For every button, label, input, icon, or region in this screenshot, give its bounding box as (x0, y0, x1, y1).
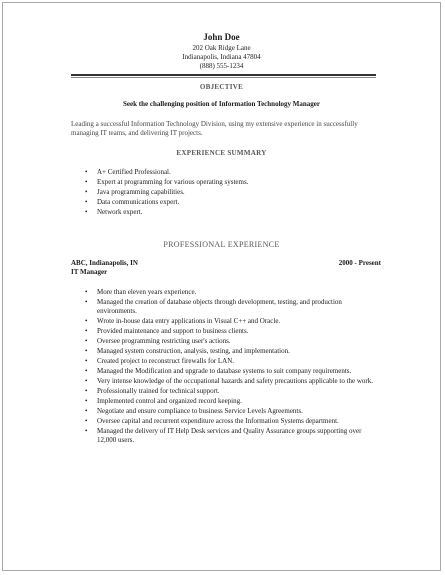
list-item: • Implemented control and organized record keeping. (85, 397, 375, 406)
list-item: • Data communications expert. (85, 198, 385, 208)
list-item: • Managed system construction, analysis, testing, and implementation. (85, 347, 375, 356)
address-city: Indianapolis, Indiana 47804 (182, 53, 261, 61)
list-item: • Professionally trained for technical support. (85, 387, 375, 396)
company-location: ABC, Indianapolis, IN (71, 259, 138, 267)
address-street: 202 Oak Ridge Lane (192, 44, 251, 52)
objective-heading: OBJECTIVE (199, 83, 244, 91)
list-item: • A+ Certified Professional. (85, 168, 385, 178)
job-title: IT Manager (71, 268, 108, 276)
header-divider-thick (71, 74, 376, 76)
job-duties-list (85, 288, 375, 446)
list-item: • Provided maintenance and support to business clients. (85, 327, 375, 336)
list-item: • Created project to reconstruct firewalls for LAN. (85, 357, 375, 366)
experience-summary-list (85, 168, 385, 218)
list-item: • Negotiate and ensure compliance to business Service Levels Agreements. (85, 407, 375, 416)
applicant-name: John Doe (203, 32, 240, 42)
list-item: • Managed the Modification and upgrade to database systems to suit company requirements. (85, 367, 375, 376)
list-item: • Oversee capital and recurrent expenditure across the Information Systems department. (85, 417, 375, 426)
list-item: • Network expert. (85, 208, 385, 218)
professional-experience-heading: PROFESSIONAL EXPERIENCE (163, 240, 280, 249)
experience-summary-heading: EXPERIENCE SUMMARY (176, 149, 267, 157)
list-item: • Managed the delivery of IT Help Desk services and Quality Assurance groups supporting over 12,000 users. (85, 427, 375, 445)
list-item: • More than eleven years experience. (85, 288, 375, 297)
employment-dates: 2000 - Present (338, 259, 381, 267)
list-item: • Wrote in-house data entry applications in Visual C++ and Oracle. (85, 317, 375, 326)
resume-page (2, 2, 441, 571)
list-item: • Managed the creation of database objects through development, testing, and production environments. (85, 298, 375, 316)
objective-statement: Seek the challenging position of Information Technology Manager (123, 100, 320, 108)
list-item: • Expert at programming for various operating systems. (85, 178, 385, 188)
objective-summary: Leading a successful Information Technology Division, using my extensive experience in successfully managing IT teams, and delivering IT projects. (71, 120, 358, 137)
list-item: • Very intense knowledge of the occupational hazards and safety precautions applicable to the work. (85, 377, 375, 386)
list-item: • Java programming capabilities. (85, 188, 385, 198)
phone-number: (888) 555-1234 (199, 62, 244, 70)
list-item: • Oversee programming restricting user's actions. (85, 337, 375, 346)
header-divider-thin (71, 77, 376, 78)
